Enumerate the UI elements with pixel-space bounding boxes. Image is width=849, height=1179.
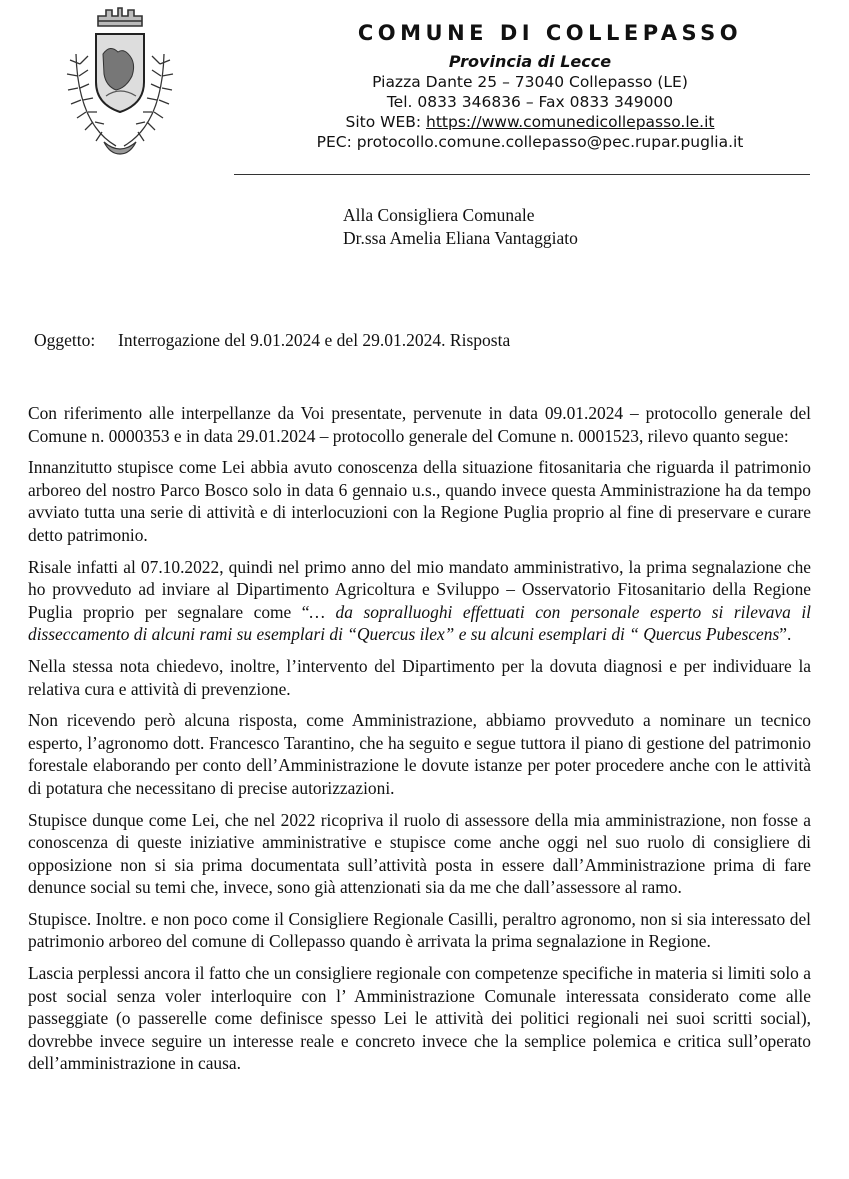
municipality-name: COMUNE DI COLLEPASSO: [357, 21, 743, 45]
pec-line: PEC: protocollo.comune.collepasso@pec.rupar.puglia.it: [316, 133, 744, 151]
website-line: [250, 112, 810, 132]
paragraph-3-quote: … da sopralluoghi effettuati con personale esperto si rilevava il disseccamento di alcuni rami su esemplari di “Quercus ilex” e su alcuni esemplari di “ Quercus Pubescens: [28, 601, 811, 645]
website-link[interactable]: https://www.comunedicollepasso.le.it: [426, 113, 715, 131]
subject-label: Oggetto:: [34, 330, 96, 350]
subject-text: Interrogazione del 9.01.2024 e del 29.01.2024. Risposta: [118, 330, 511, 350]
header-divider: [234, 174, 810, 175]
province-name: Provincia di Lecce: [448, 52, 612, 71]
paragraph-2: Innanzitutto stupisce come Lei abbia avuto conoscenza della situazione fitosanitaria che riguarda il patrimonio arboreo del nostro Parco Bosco solo in data 6 gennaio u.s., quando invece questa Amministrazione ha da tempo avviato tutta una serie di attività e di interlocuzioni con la Regione Puglia proprio al fine di preservare e curare detto patrimonio.: [28, 457, 811, 545]
address-line: Piazza Dante 25 – 73040 Collepasso (LE): [372, 73, 688, 91]
website-label: Sito WEB:: [345, 113, 427, 131]
subject-line: [34, 329, 510, 352]
paragraph-6: Stupisce dunque come Lei, che nel 2022 ricopriva il ruolo di assessore della mia amministrazione, non fosse a conoscenza di queste iniziative amministrative e stupisce come anche oggi nel suo ruolo di consigliere di opposizione non si sia prima documentata sull’attività posta in essere dall’Amministrazione prima di fare denunce social su temi che, invece, sono già attenzionati sia da me che dall’assessore al ramo.: [28, 809, 811, 898]
paragraph-1: Con riferimento alle interpellanze da Voi presentate, pervenute in data 09.01.2024 – protocollo generale del Comune n. 0000353 e in data 29.01.2024 – protocollo generale del Comune n. 0001523, rilevo quanto segue:: [28, 403, 811, 446]
paragraph-5: Non ricevendo però alcuna risposta, come Amministrazione, abbiamo provveduto a nominare un tecnico esperto, l’agronomo dott. Francesco Tarantino, che ha seguito e segue tuttora il piano di gestione del patrimonio forestale elaborando per conto dell’Amministrazione le dovute istanze per poter procedere anche con le attività di potatura che necessitano di precise autorizzazioni.: [28, 710, 811, 798]
paragraph-3-end: ”.: [779, 624, 792, 645]
paragraph-3: [28, 556, 811, 646]
phone-line: Tel. 0833 346836 – Fax 0833 349000: [386, 93, 674, 111]
recipient-block: [343, 204, 578, 250]
municipal-crest-icon: [58, 4, 182, 164]
letterhead: [250, 20, 810, 152]
recipient-name: Dr.ssa Amelia Eliana Vantaggiato: [343, 228, 578, 248]
paragraph-3-text: Risale infatti al 07.10.2022, quindi nel primo anno del mio mandato amministrativo, la prima segnalazione che ho provveduto ad inviare al Dipartimento Agricoltura e Sviluppo – Osservatorio Fitosanitario della Regione Puglia proprio per segnalare come “: [28, 556, 811, 622]
letter-body: [28, 402, 811, 1084]
paragraph-4: Nella stessa nota chiedevo, inoltre, l’intervento del Dipartimento per la dovuta diagnosi e per individuare la relativa cura e attività di prevenzione.: [28, 655, 811, 699]
recipient-role: Alla Consigliera Comunale: [343, 205, 535, 225]
paragraph-8: Lascia perplessi ancora il fatto che un consigliere regionale con competenze specifiche in materia si limiti solo a post social senza voler interloquire con l’ Amministrazione Comunale interessata considerato come alle passeggiate (o passerelle come definisce spesso Lei le attività dei politici regionali nei suoi scritti social), dovrebbe invece seguire un interesse reale e concreto invece che la semplice polemica e critica sull’operato dell’amministrazione in causa.: [28, 963, 811, 1074]
paragraph-7: Stupisce. Inoltre. e non poco come il Consigliere Regionale Casilli, peraltro agronomo, non si sia interessato del patrimonio arboreo del comune di Collepasso quando è arrivata la prima segnalazione in Regione.: [28, 908, 811, 952]
